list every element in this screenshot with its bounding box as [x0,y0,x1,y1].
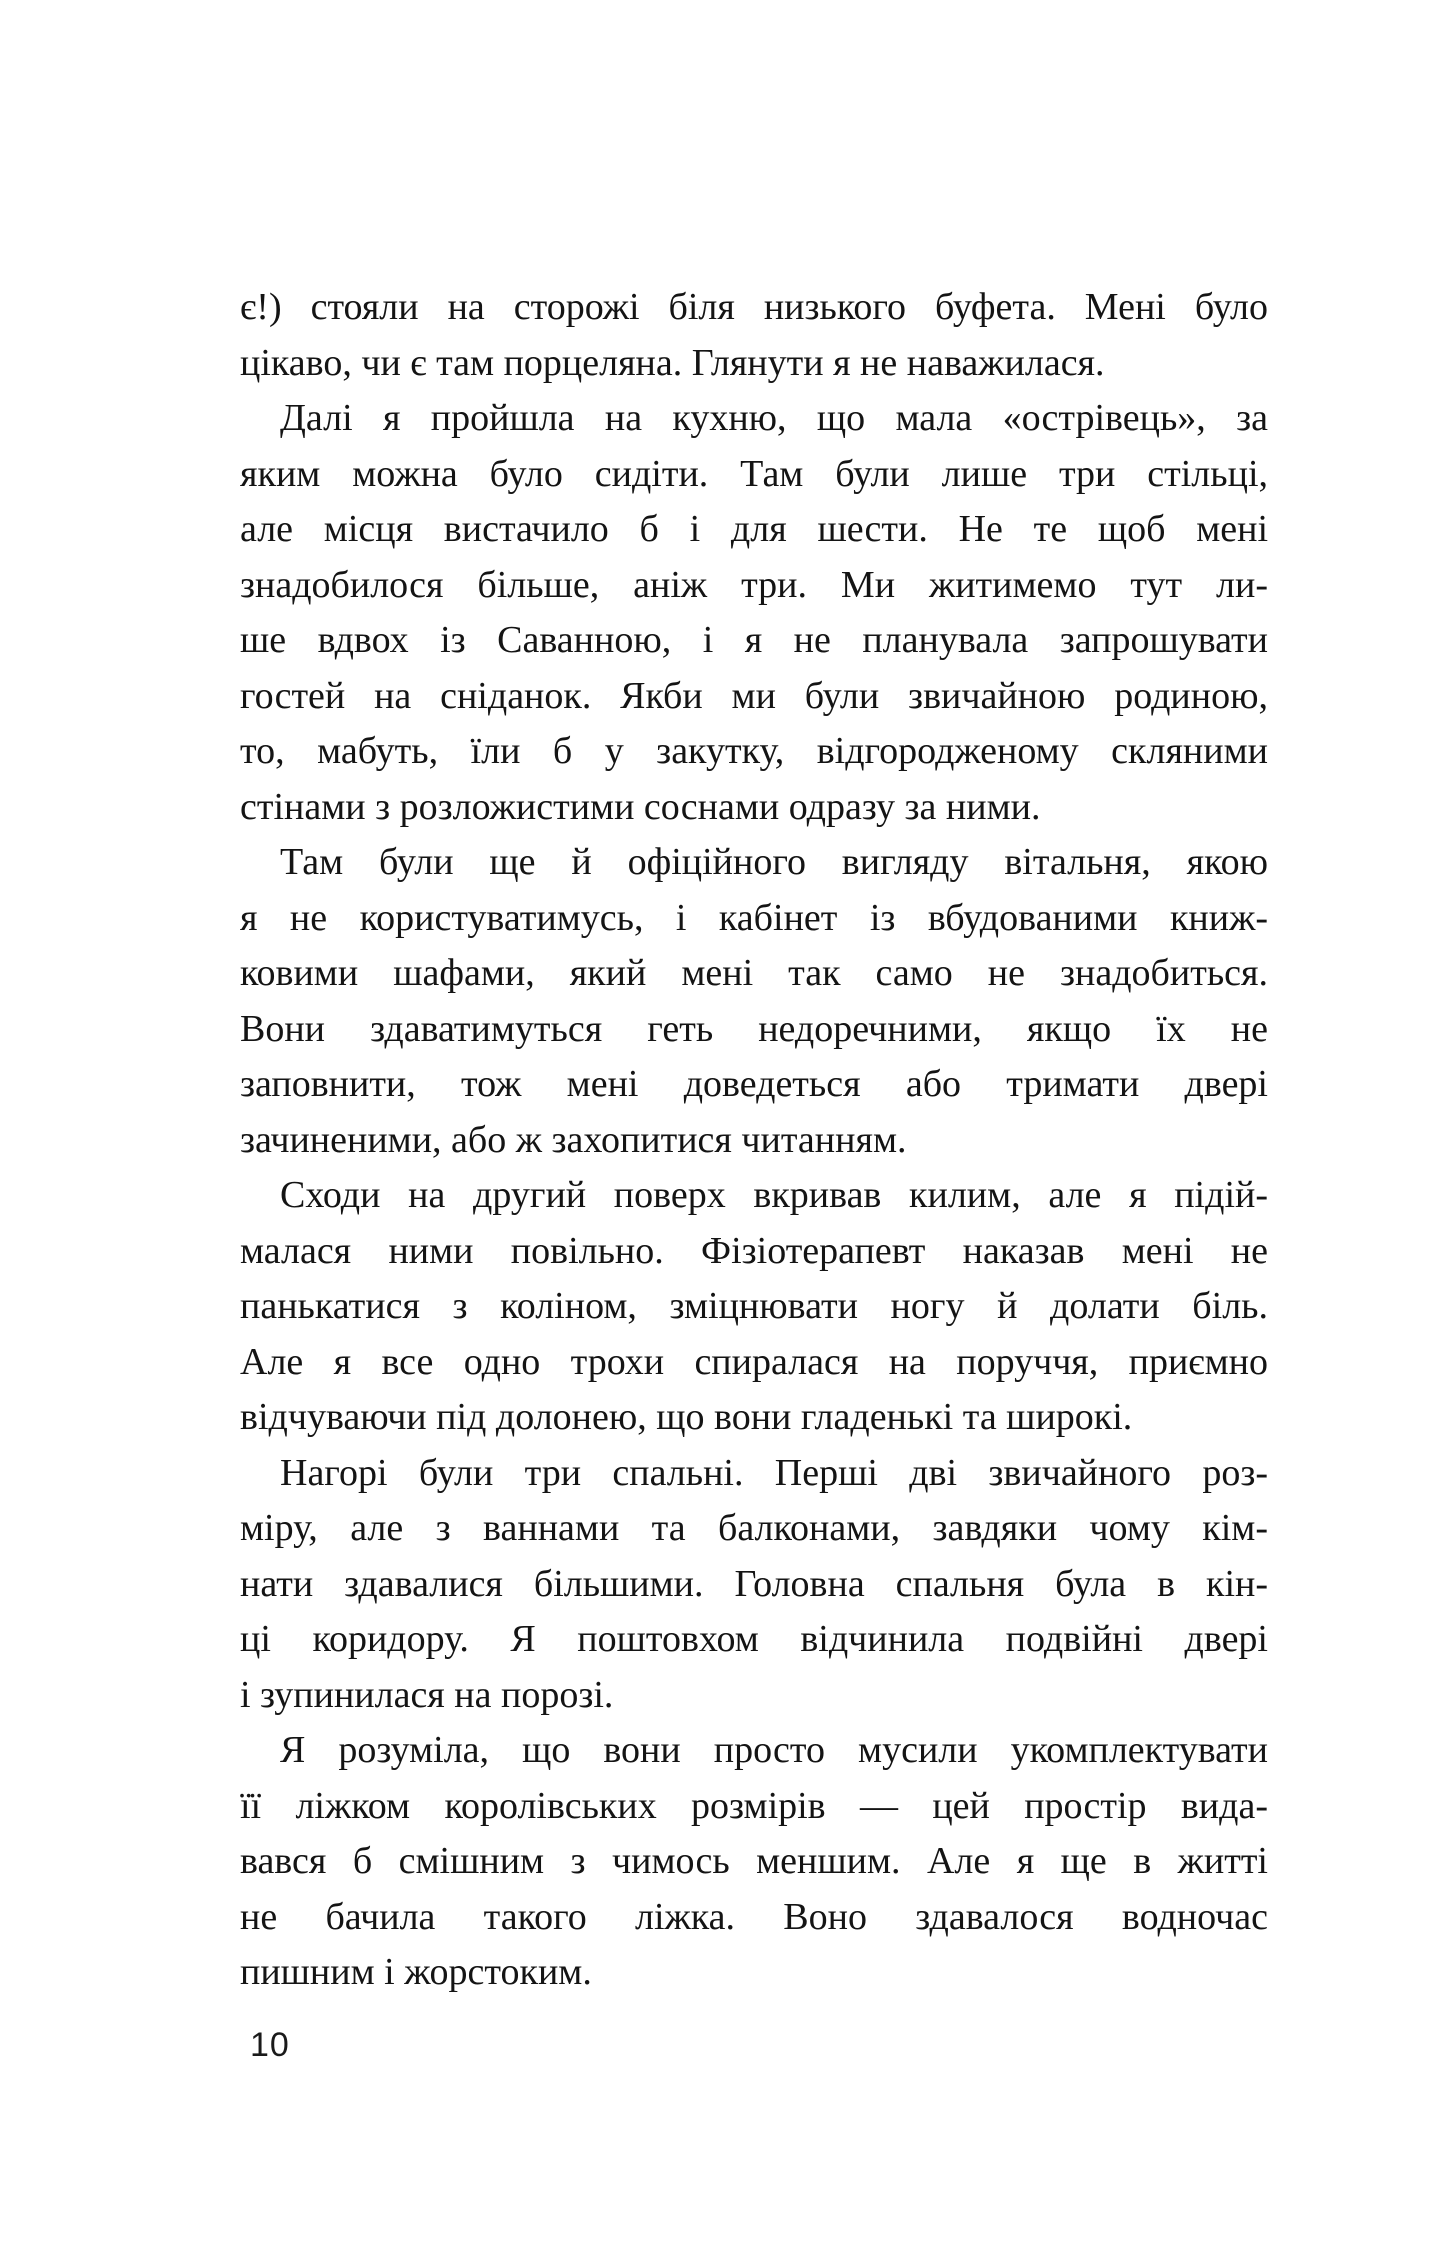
text-line: вався б смішним з чимось меншим. Але я ще в житті [240,1840,1268,1882]
text-line: Далі я пройшла на кухню, що мала «острівець», за [280,397,1268,439]
text-line: Сходи на другий поверх вкривав килим, але я підій- [280,1174,1268,1216]
text-line: Вони здаватимуться геть недоречними, якщо їх не [240,1007,1268,1050]
text-line: ше вдвох із Саванною, і я не планувала запрошувати [240,619,1268,661]
text-line: стінами з розложистими соснами одразу за ними. [240,785,1041,828]
text-line: нати здавалися більшими. Головна спальня була в кін- [240,1562,1268,1605]
text-line: Там були ще й офіційного вигляду вітальня, якою [280,841,1268,883]
text-line: і зупинилася на порозі. [240,1673,614,1716]
text-line: гостей на сніданок. Якби ми були звичайною родиною, [240,674,1268,717]
text-line: я не користуватимусь, і кабінет із вбудованими книж- [240,896,1268,939]
text-line: цікаво, чи є там порцеляна. Глянути я не наважилася. [240,341,1105,384]
text-line: панькатися з коліном, зміцнювати ногу й долати біль. [240,1285,1268,1327]
text-line: заповнити, тож мені доведеться або тримати двері [240,1063,1268,1105]
text-line: ці коридору. Я поштовхом відчинила подвійні двері [240,1618,1268,1660]
text-line: відчуваючи під долонею, що вони гладенькі та широкі. [240,1396,1133,1438]
text-line: її ліжком королівських розмірів — цей простір вида- [240,1784,1268,1827]
text-line: не бачила такого ліжка. Воно здавалося водночас [240,1895,1268,1938]
text-line: то, мабуть, їли б у закутку, відгородженому скляними [240,730,1268,772]
text-line: але місця вистачило б і для шести. Не те щоб мені [240,508,1268,550]
text-line: знадобилося більше, аніж три. Ми житимемо тут ли- [240,563,1268,606]
text-line: є!) стояли на сторожі біля низького буфета. Мені було [240,286,1268,328]
text-line: пишним і жорстоким. [240,1951,592,1993]
text-line: малася ними повільно. Фізіотерапевт наказав мені не [240,1229,1268,1272]
body-text [240,280,1268,2001]
text-line: Нагорі були три спальні. Перші дві звичайного роз- [280,1451,1268,1494]
text-line: зачиненими, або ж захопитися читанням. [240,1118,907,1161]
text-line: Але я все одно трохи спиралася на поруччя, приємно [240,1340,1268,1383]
text-line: ковими шафами, який мені так само не знадобиться. [240,952,1268,994]
text-line: яким можна було сидіти. Там були лише три стільці, [240,452,1268,495]
page-number: 10 [250,2026,290,2064]
text-line: міру, але з ваннами та балконами, завдяки чому кім- [240,1507,1268,1549]
text-line: Я розуміла, що вони просто мусили укомплектувати [280,1729,1268,1771]
